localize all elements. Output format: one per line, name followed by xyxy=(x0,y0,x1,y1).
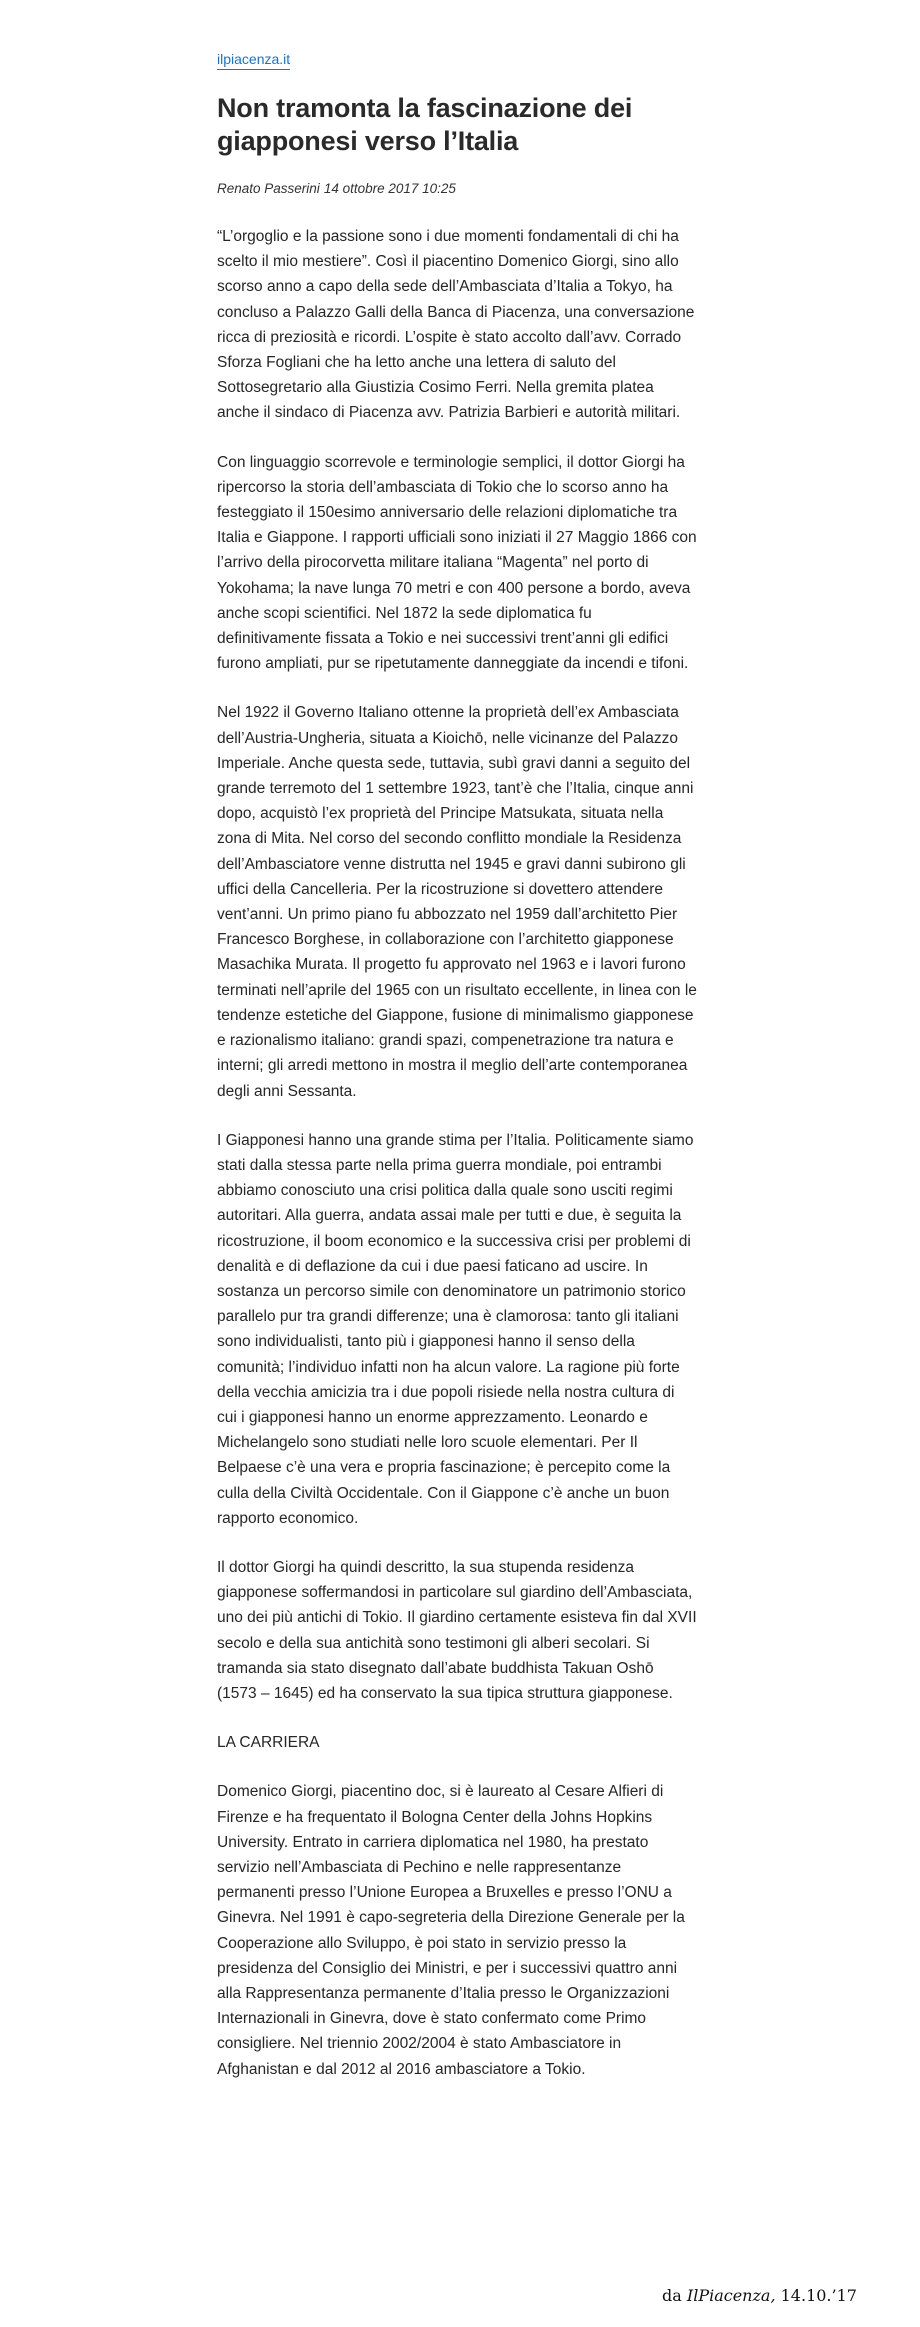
paragraph-embassy-building: Nel 1922 il Governo Italiano ottenne la proprietà dell’ex Ambasciata dell’Austria-Ungheria, situata a Kioichō, nelle vicinanze del Palazzo Imperiale. Anche questa sede, tuttavia, subì gravi danni a seguito del grande terremoto del 1 settembre 1923, tant’è che l’Italia, cinque anni dopo, acquistò l’ex proprietà del Principe Matsukata, situata nella zona di Mita. Nel corso del secondo conflitto mondiale la Residenza dell’Ambasciatore venne distrutta nel 1945 e gravi danni subirono gli uffici della Cancelleria. Per la ricostruzione si dovettero attendere vent’anni. Un primo piano fu abbozzato nel 1959 dall’architetto Pier Francesco Borghese, in collaborazione con l’architetto giapponese Masachika Murata. Il progetto fu approvato nel 1963 e i lavori furono terminati nell’aprile del 1965 con un risultato eccellente, in linea con le tendenze estetiche del Giappone, fusione di minimalismo giapponese e razionalismo italiano: grandi spazi, compenetrazione tra natura e interni; gli arredi mettono in mostra il meglio dell’arte contemporanea degli anni Sessanta. xyxy=(217,704,697,1100)
section-heading-career: LA CARRIERA xyxy=(217,1734,320,1752)
article-body xyxy=(217,224,697,2082)
author-name: Renato Passerini xyxy=(217,181,320,196)
paragraph-career: Domenico Giorgi, piacentino doc, si è laureato al Cesare Alfieri di Firenze e ha frequentato il Bologna Center della Johns Hopkins University. Entrato in carriera diplomatica nel 1980, ha prestato servizio nell’Ambasciata di Pechino e nelle rappresentanze permanenti presso l’Unione Europea a Bruxelles e presso l’ONU a Ginevra. Nel 1991 è capo-segreteria della Direzione Generale per la Cooperazione allo Sviluppo, è poi stato in servizio presso la presidenza del Consiglio dei Ministri, e per i successivi quattro anni alla Rappresentanza permanente d’Italia presso le Organizzazioni Internazionali in Ginevra, dove è stato confermato come Primo consigliere. Nel triennio 2002/2004 è stato Ambasciatore in Afghanistan e dal 2012 al 2016 ambasciatore a Tokio. xyxy=(217,1783,685,2078)
source-credit xyxy=(662,2286,857,2305)
source-link[interactable]: ilpiacenza.it xyxy=(217,50,290,70)
credit-prefix: da xyxy=(662,2286,682,2305)
paragraph-japan-italy: I Giapponesi hanno una grande stima per l’Italia. Politicamente siamo stati dalla stessa parte nella prima guerra mondiale, poi entrambi abbiamo conosciuto una crisi politica dalla quale sono usciti regimi autoritari. Alla guerra, andata assai male per tutti e due, è seguita la ricostruzione, il boom economico e la successiva crisi per problemi di denalità e di deflazione da cui i due paesi faticano ad uscire. In sostanza un percorso simile con denominatore un patrimonio storico parallelo pur tra grandi differenze; una è clamorosa: tanto gli italiani sono individualisti, tanto più i giapponesi hanno il senso della comunità; l’individuo infatti non ha alcun valore. La ragione più forte della vecchia amicizia tra i due popoli risiede nella nostra cultura di cui i giapponesi hanno un enorme apprezzamento. Leonardo e Michelangelo sono studiati nelle loro scuole elementari. Per Il Belpaese c’è una vera e propria fascinazione; è percepito come la culla della Civiltà Occidentale. Con il Giappone c’è anche un buon rapporto economico. xyxy=(217,1131,694,1527)
article-title: Non tramonta la fascinazione dei giapponesi verso l’Italia xyxy=(217,93,633,156)
byline xyxy=(217,180,697,198)
publish-date: 14 ottobre 2017 10:25 xyxy=(323,181,456,196)
paragraph-history: Con linguaggio scorrevole e terminologie semplici, il dottor Giorgi ha ripercorso la storia dell’ambasciata di Tokio che lo scorso anno ha festeggiato il 150esimo anniversario delle relazioni diplomatiche tra Italia e Giappone. I rapporti ufficiali sono iniziati il 27 Maggio 1866 con l’arrivo della pirocorvetta militare italiana “Magenta” nel porto di Yokohama; la nave lunga 70 metri e con 400 persone a bordo, aveva anche scopi scientifici. Nel 1872 la sede diplomatica fu definitivamente fissata a Tokio e nei successivi trent’anni gli edifici furono ampliati, pur se ripetutamente danneggiate da incendi e tifoni. xyxy=(217,453,697,673)
credit-publication: IlPiacenza, xyxy=(686,2286,776,2305)
article xyxy=(217,50,697,2106)
credit-date: 14.10.’17 xyxy=(780,2286,857,2305)
paragraph-garden: Il dottor Giorgi ha quindi descritto, la sua stupenda residenza giapponese soffermandosi in particolare sul giardino dell’Ambasciata, uno dei più antichi di Tokio. Il giardino certamente esisteva fin dal XVII secolo e della sua antichità sono testimoni gli alberi secolari. Si tramanda sia stato disegnato dall’abate buddhista Takuan Oshō (1573 – 1645) ed ha conservato la sua tipica struttura giapponese. xyxy=(217,1558,697,1702)
paragraph-intro: “L’orgoglio e la passione sono i due momenti fondamentali di chi ha scelto il mio mestiere”. Così il piacentino Domenico Giorgi, sino allo scorso anno a capo della sede dell’Ambasciata d’Italia a Tokyo, ha concluso a Palazzo Galli della Banca di Piacenza, una conversazione ricca di preziosità e ricordi. L’ospite è stato accolto dall’avv. Corrado Sforza Fogliani che ha letto anche una lettera di saluto del Sottosegretario alla Giustizia Cosimo Ferri. Nella gremita platea anche il sindaco di Piacenza avv. Patrizia Barbieri e autorità militari. xyxy=(217,228,695,422)
